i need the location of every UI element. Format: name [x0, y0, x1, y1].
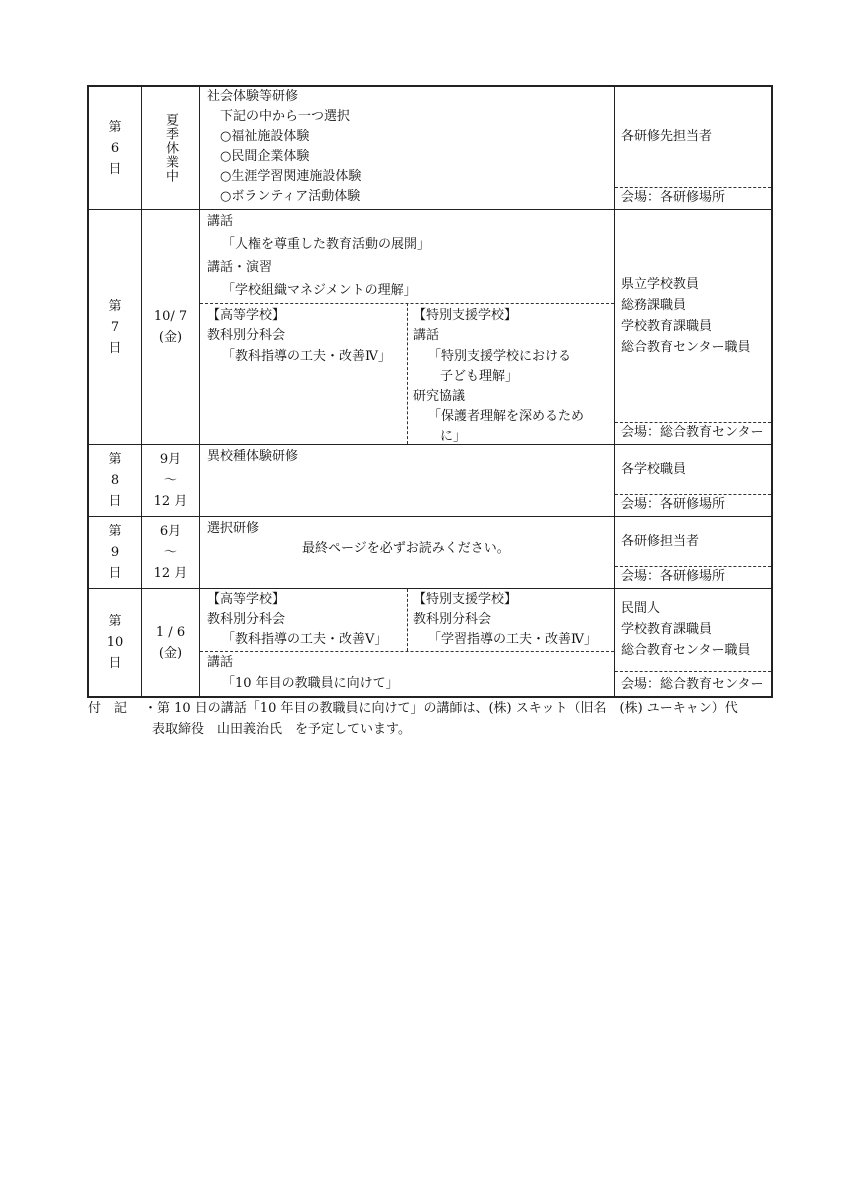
session-title: 「教科指導の工夫・改善Ⅳ」 — [222, 349, 391, 364]
venue-label: 会場：各研修場所 — [621, 569, 726, 584]
session-title: 「教科指導の工夫・改善Ⅴ」 — [222, 632, 388, 647]
row-day-9 — [89, 517, 771, 589]
option-item: ○福祉施設体験 — [220, 129, 310, 144]
session-title: に」 — [440, 429, 467, 444]
content-title: 異校種体験研修 — [207, 449, 299, 464]
content-title: 社会体験等研修 — [207, 89, 299, 104]
day-cell: 第 8 日 — [89, 445, 142, 516]
day-cell: 第 6 日 — [89, 87, 142, 209]
lecturer-name: 民間人 — [621, 601, 661, 616]
session-title: 「学習指導の工夫・改善Ⅳ」 — [428, 632, 597, 647]
session-title: 「特別支援学校における — [428, 349, 572, 364]
venue-label: 会場：総合教育センター — [621, 677, 764, 692]
high-school-heading: 【高等学校】 — [207, 592, 286, 607]
content-cell — [200, 517, 615, 588]
venue-label: 会場：各研修場所 — [621, 190, 726, 205]
content-cell — [200, 87, 615, 209]
row-day-10 — [89, 589, 771, 696]
date-cell: 6月 ～ 12 月 — [142, 517, 200, 588]
content-line: 下記の中から一つ選択 — [220, 109, 351, 124]
date-cell: 9月 ～ 12 月 — [142, 445, 200, 516]
lecturer-name: 学校教育課職員 — [621, 622, 713, 637]
row-day-8 — [89, 445, 771, 517]
venue-label: 会場：各研修場所 — [621, 497, 726, 512]
content-cell — [200, 589, 615, 696]
lecturer-name: 各研修担当者 — [621, 534, 700, 549]
day-cell: 第 9 日 — [89, 517, 142, 588]
day-cell: 第 10 日 — [89, 589, 142, 696]
option-item: ○ボランティア活動体験 — [220, 189, 361, 204]
lecturer-name: 総合教育センター職員 — [621, 643, 751, 658]
training-schedule-table — [87, 85, 773, 698]
high-school-heading: 【高等学校】 — [207, 308, 286, 323]
content-cell — [200, 445, 615, 516]
lecturer-name: 学校教育課職員 — [621, 319, 713, 334]
lecturer-cell — [615, 445, 771, 516]
row-day-7 — [89, 210, 771, 445]
lecture-title: 「人権を尊重した教育活動の展開」 — [222, 237, 431, 252]
date-vertical-text: 夏季休業中 — [163, 113, 178, 183]
option-item: ○民間企業体験 — [220, 149, 310, 164]
note-line: 表取締役 山田義治氏 を予定しています。 — [152, 722, 411, 737]
lecturer-cell — [615, 517, 771, 588]
session-name: 教科別分科会 — [207, 328, 286, 343]
session-name: 研究協議 — [413, 389, 466, 404]
special-school-heading: 【特別支援学校】 — [413, 308, 518, 323]
lecturer-name: 各学校職員 — [621, 462, 687, 477]
lecture-title: 「学校組織マネジメントの理解」 — [222, 283, 417, 298]
date-cell: 10/ 7 (金) — [142, 210, 200, 444]
lecturer-name: 各研修先担当者 — [621, 129, 713, 144]
column-divider — [407, 303, 408, 444]
section-divider — [200, 651, 614, 652]
content-title: 講話 — [207, 214, 234, 229]
row-day-6 — [89, 87, 771, 210]
lecturer-cell — [615, 210, 771, 444]
content-title: 講話 — [207, 655, 234, 670]
column-divider — [407, 589, 408, 651]
date-cell: 1 / 6 (金) — [142, 589, 200, 696]
content-title: 選択研修 — [207, 521, 260, 536]
lecturer-name: 総合教育センター職員 — [621, 340, 751, 355]
venue-divider — [615, 671, 771, 672]
lecturer-name: 県立学校教員 — [621, 277, 700, 292]
lecturer-cell — [615, 87, 771, 209]
session-name: 講話 — [413, 328, 440, 343]
content-title: 講話・演習 — [207, 260, 273, 275]
session-title: 子ども理解」 — [440, 369, 519, 384]
content-cell — [200, 210, 615, 444]
lecturer-name: 総務課職員 — [621, 298, 687, 313]
session-name: 教科別分科会 — [207, 612, 286, 627]
notice-text: 最終ページを必ずお読みください。 — [302, 541, 510, 556]
day-cell: 第 7 日 — [89, 210, 142, 444]
option-item: ○生涯学習関連施設体験 — [220, 169, 362, 184]
session-title: 「保護者理解を深めるため — [428, 409, 585, 424]
venue-label: 会場：総合教育センター — [621, 425, 764, 440]
lecture-title: 「10 年目の教職員に向けて」 — [222, 676, 399, 691]
lecturer-cell — [615, 589, 771, 696]
note-label: 付 記 — [88, 701, 128, 716]
note-line: ・第 10 日の講話「10 年目の教職員に向けて」の講師は、(株) スキット（旧名 (株) ユーキャン）代 — [144, 701, 738, 716]
special-school-heading: 【特別支援学校】 — [413, 592, 518, 607]
session-name: 教科別分科会 — [413, 612, 492, 627]
date-cell — [142, 87, 200, 209]
